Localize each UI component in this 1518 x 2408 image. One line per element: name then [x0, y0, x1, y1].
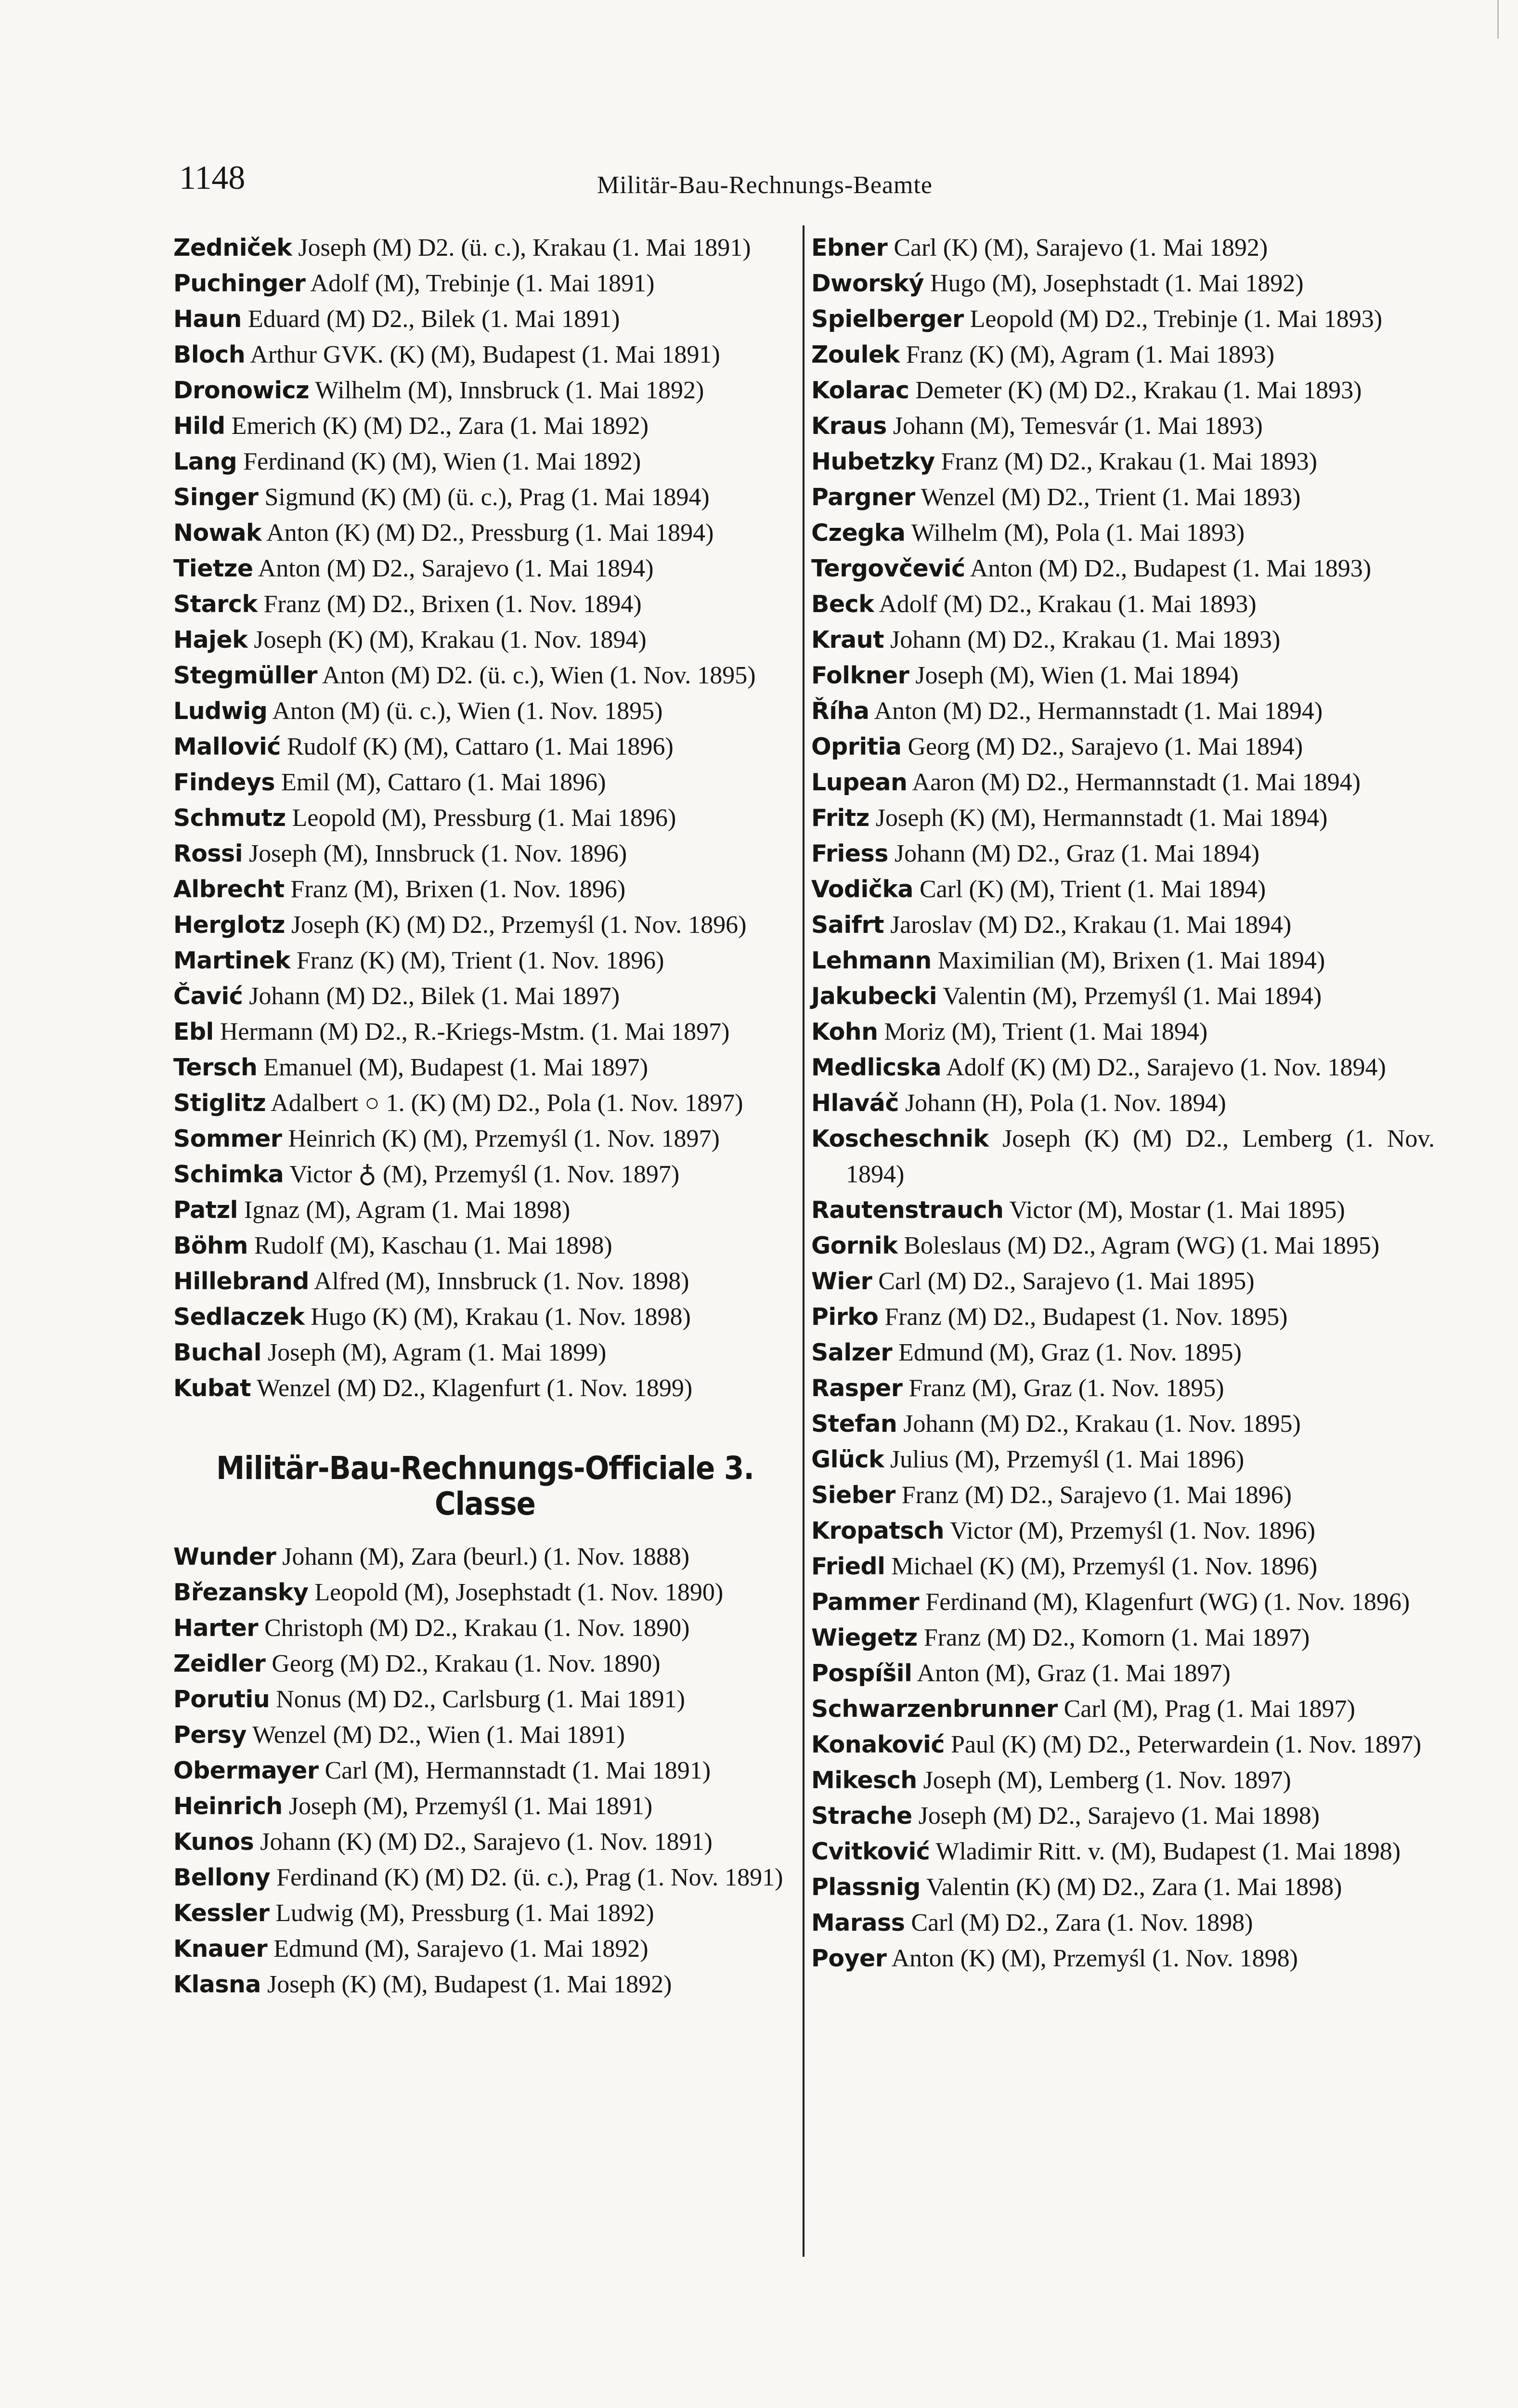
entry-surname: Kraut [811, 626, 884, 654]
entry-details: Hugo (K) (M), Krakau (1. Nov. 1898) [311, 1303, 691, 1331]
list-item [173, 729, 797, 765]
entry-details: Ludwig (M), Pressburg (1. Mai 1892) [275, 1899, 654, 1927]
list-item [173, 800, 797, 836]
list-item [173, 1157, 797, 1192]
entry-surname: Wiegetz [811, 1624, 918, 1651]
list-item [811, 1905, 1435, 1941]
entry-details: Carl (K) (M), Trient (1. Mai 1894) [919, 876, 1266, 903]
list-item [811, 266, 1435, 301]
list-item [173, 1682, 797, 1717]
list-item [811, 301, 1435, 337]
entry-surname: Stiglitz [173, 1089, 266, 1117]
entry-surname: Březansky [173, 1579, 309, 1606]
entry-surname: Kessler [173, 1899, 270, 1927]
entry-details: Joseph (M), Agram (1. Mai 1899) [268, 1339, 607, 1366]
entry-surname: Kropatsch [811, 1517, 944, 1544]
entry-details: Leopold (M) D2., Trebinje (1. Mai 1893) [970, 305, 1383, 333]
entry-surname: Saifrt [811, 911, 884, 939]
entry-surname: Czegka [811, 519, 906, 547]
entry-details: Franz (M) D2., Krakau (1. Mai 1893) [941, 448, 1317, 475]
entry-details: Anton (M) D2., Sarajevo (1. Mai 1894) [258, 555, 654, 582]
entry-details: Valentin (K) (M) D2., Zara (1. Mai 1898) [926, 1873, 1342, 1901]
entry-surname: Medlicska [811, 1054, 942, 1081]
list-item [173, 1299, 797, 1335]
entry-details: Julius (M), Przemyśl (1. Mai 1896) [890, 1446, 1245, 1473]
page-number: 1148 [179, 159, 246, 196]
entry-surname: Zeidler [173, 1650, 266, 1677]
left-column [173, 230, 797, 2002]
list-item [173, 1539, 797, 1575]
list-item [811, 515, 1435, 551]
entry-surname: Rautenstrauch [811, 1196, 1004, 1224]
running-header: Militär-Bau-Rechnungs-Beamte [597, 171, 933, 199]
entry-surname: Fritz [811, 804, 869, 832]
entry-surname: Koscheschnik [811, 1125, 989, 1152]
entry-details: Joseph (M), Lemberg (1. Nov. 1897) [923, 1767, 1291, 1794]
entry-details: Rudolf (M), Kaschau (1. Mai 1898) [254, 1232, 612, 1259]
list-item [173, 1371, 797, 1406]
entry-details: Hugo (M), Josephstadt (1. Mai 1892) [930, 270, 1304, 297]
list-item [811, 1478, 1435, 1513]
entry-surname: Folkner [811, 662, 909, 689]
entry-details: Georg (M) D2., Sarajevo (1. Mai 1894) [908, 733, 1303, 760]
entry-details: Eduard (M) D2., Bilek (1. Mai 1891) [247, 305, 620, 333]
list-item [173, 1228, 797, 1264]
list-item [811, 1620, 1435, 1656]
entry-surname: Dronowicz [173, 377, 310, 404]
entry-details: Carl (M), Hermannstadt (1. Mai 1891) [324, 1757, 711, 1784]
entry-surname: Hillebrand [173, 1268, 309, 1295]
list-item [811, 1834, 1435, 1870]
entry-details: Franz (M) D2., Budapest (1. Nov. 1895) [884, 1303, 1288, 1331]
list-item [811, 444, 1435, 480]
entry-surname: Říha [811, 697, 869, 725]
entry-surname: Herglotz [173, 911, 285, 939]
entry-details: Joseph (M), Wien (1. Mai 1894) [915, 662, 1239, 689]
entry-surname: Klasna [173, 1971, 261, 1998]
entry-details: Ignaz (M), Agram (1. Mai 1898) [244, 1196, 571, 1224]
entry-details: Edmund (M), Sarajevo (1. Mai 1892) [273, 1935, 649, 1963]
list-item [173, 1610, 797, 1646]
entry-surname: Pirko [811, 1303, 879, 1331]
right-column [811, 230, 1435, 1976]
entry-surname: Persy [173, 1721, 247, 1749]
entry-surname: Dworský [811, 270, 924, 297]
entry-surname: Poyer [811, 1945, 887, 1972]
entry-surname: Ebl [173, 1018, 214, 1046]
entry-surname: Opritia [811, 733, 902, 760]
entry-surname: Kubat [173, 1374, 251, 1402]
entry-details: Rudolf (K) (M), Cattaro (1. Mai 1896) [286, 733, 674, 760]
list-item [173, 907, 797, 943]
list-item [173, 872, 797, 907]
entry-surname: Singer [173, 484, 259, 511]
entry-surname: Mallović [173, 733, 281, 760]
entry-surname: Marass [811, 1909, 905, 1937]
entry-surname: Pargner [811, 484, 915, 511]
list-item [173, 622, 797, 658]
entry-surname: Kohn [811, 1018, 878, 1046]
entry-surname: Spielberger [811, 305, 964, 333]
list-item [811, 337, 1435, 373]
entry-surname: Kolarac [811, 377, 909, 404]
entry-details: Hermann (M) D2., R.-Kriegs-Mstm. (1. Mai 1897) [220, 1018, 730, 1046]
entry-surname: Friess [811, 840, 888, 867]
entry-details: Wilhelm (M), Pola (1. Mai 1893) [911, 519, 1245, 547]
list-item [173, 408, 797, 444]
entry-details: Maximilian (M), Brixen (1. Mai 1894) [937, 947, 1325, 974]
entries-list-b [173, 1539, 797, 2002]
entry-surname: Knauer [173, 1935, 268, 1963]
list-item [173, 230, 797, 266]
list-item [173, 515, 797, 551]
list-item [173, 1192, 797, 1228]
list-item [173, 1121, 797, 1157]
entry-surname: Stegmüller [173, 662, 317, 689]
entry-details: Joseph (K) (M), Hermannstadt (1. Mai 1894) [875, 804, 1328, 832]
page-edge-mark [1497, 0, 1499, 39]
entry-details: Franz (M), Graz (1. Nov. 1895) [908, 1374, 1224, 1402]
entry-details: Johann (M) D2., Bilek (1. Mai 1897) [249, 982, 620, 1010]
list-item [173, 1014, 797, 1050]
entry-surname: Mikesch [811, 1767, 917, 1794]
entry-details: Franz (M) D2., Sarajevo (1. Mai 1896) [901, 1481, 1292, 1509]
entry-surname: Heinrich [173, 1793, 283, 1820]
entry-details: Jaroslav (M) D2., Krakau (1. Mai 1894) [890, 911, 1292, 939]
entry-surname: Pospíšil [811, 1660, 912, 1687]
entries-list-right [811, 230, 1435, 1976]
list-item [173, 1860, 797, 1896]
entry-surname: Friedl [811, 1553, 885, 1580]
entry-details: Franz (M) D2., Brixen (1. Nov. 1894) [263, 590, 642, 618]
entry-details: Emerich (K) (M) D2., Zara (1. Mai 1892) [231, 412, 649, 440]
entry-details: Michael (K) (M), Przemyśl (1. Nov. 1896) [891, 1553, 1318, 1580]
entry-details: Anton (M) (ü. c.), Wien (1. Nov. 1895) [272, 697, 663, 725]
entry-details: Johann (M), Temesvár (1. Mai 1893) [893, 412, 1263, 440]
list-item [173, 1789, 797, 1824]
entry-surname: Harter [173, 1614, 259, 1642]
list-item [173, 1967, 797, 2002]
list-item [811, 373, 1435, 408]
entry-surname: Ebner [811, 234, 888, 262]
list-item [173, 551, 797, 587]
entry-details: Anton (M) D2. (ü. c.), Wien (1. Nov. 1895) [322, 662, 756, 689]
entry-surname: Tersch [173, 1054, 258, 1081]
list-item [811, 1870, 1435, 1905]
list-item [811, 1691, 1435, 1727]
entry-details: Sigmund (K) (M) (ü. c.), Prag (1. Mai 1894) [264, 484, 710, 511]
list-item [811, 1192, 1435, 1228]
entry-surname: Wier [811, 1268, 872, 1295]
list-item [811, 1264, 1435, 1299]
entry-details: Boleslaus (M) D2., Agram (WG) (1. Mai 1895) [904, 1232, 1380, 1259]
entry-details: Joseph (K) (M), Krakau (1. Nov. 1894) [254, 626, 647, 654]
entry-surname: Obermayer [173, 1757, 319, 1784]
entry-surname: Jakubecki [811, 982, 937, 1010]
list-item [811, 1584, 1435, 1620]
entry-surname: Hlaváč [811, 1089, 899, 1117]
entry-surname: Tergovčević [811, 555, 965, 582]
list-item [173, 1050, 797, 1086]
entry-details: Anton (M) D2., Hermannstadt (1. Mai 1894) [874, 697, 1323, 725]
list-item [811, 658, 1435, 694]
entry-details: Carl (M) D2., Sarajevo (1. Mai 1895) [878, 1268, 1255, 1295]
entry-surname: Beck [811, 590, 874, 618]
entry-surname: Albrecht [173, 876, 285, 903]
entry-surname: Rasper [811, 1374, 903, 1402]
entry-details: Leopold (M), Pressburg (1. Mai 1896) [292, 804, 676, 832]
entry-details: Johann (M) D2., Krakau (1. Mai 1893) [890, 626, 1281, 654]
entry-details: Moriz (M), Trient (1. Mai 1894) [884, 1018, 1208, 1046]
list-item [173, 1896, 797, 1931]
list-item [173, 694, 797, 729]
list-item [811, 872, 1435, 907]
entry-surname: Zedniček [173, 234, 292, 262]
list-item [173, 444, 797, 480]
list-item [173, 943, 797, 979]
list-item [811, 1549, 1435, 1584]
list-item [811, 1299, 1435, 1335]
entry-details: Joseph (K) (M), Budapest (1. Mai 1892) [267, 1971, 672, 1998]
entry-details: Ferdinand (K) (M) D2. (ü. c.), Prag (1. Nov. 1891) [276, 1864, 783, 1891]
entry-details: Franz (K) (M), Agram (1. Mai 1893) [906, 341, 1275, 368]
list-item [173, 587, 797, 622]
list-item [173, 337, 797, 373]
list-item [811, 230, 1435, 266]
entry-details: Victor ♁ (M), Przemyśl (1. Nov. 1897) [289, 1161, 680, 1188]
entry-surname: Buchal [173, 1339, 262, 1366]
list-item [811, 694, 1435, 729]
entry-surname: Vodička [811, 876, 913, 903]
entry-details: Demeter (K) (M) D2., Krakau (1. Mai 1893) [915, 377, 1362, 404]
entry-details: Adalbert ○ 1. (K) (M) D2., Pola (1. Nov. 1897) [271, 1089, 743, 1117]
entry-surname: Lupean [811, 769, 908, 796]
list-item [811, 1335, 1435, 1371]
entry-details: Alfred (M), Innsbruck (1. Nov. 1898) [314, 1268, 689, 1295]
entry-details: Anton (M) D2., Budapest (1. Mai 1893) [970, 555, 1372, 582]
entry-surname: Strache [811, 1802, 912, 1830]
list-item [811, 1014, 1435, 1050]
list-item [811, 480, 1435, 515]
list-item [811, 1727, 1435, 1763]
entry-surname: Hild [173, 412, 225, 440]
entry-details: Paul (K) (M) D2., Peterwardein (1. Nov. 1897) [950, 1731, 1422, 1758]
list-item [811, 1763, 1435, 1798]
entry-surname: Ludwig [173, 697, 268, 725]
entry-details: Wenzel (M) D2., Wien (1. Mai 1891) [252, 1721, 625, 1749]
entry-surname: Konaković [811, 1731, 945, 1758]
entry-surname: Bellony [173, 1864, 271, 1891]
entry-surname: Starck [173, 590, 258, 618]
list-item [173, 1753, 797, 1789]
entry-surname: Schmutz [173, 804, 286, 832]
entry-surname: Hajek [173, 626, 248, 654]
entry-details: Franz (M) D2., Komorn (1. Mai 1897) [923, 1624, 1310, 1651]
entry-details: Emanuel (M), Budapest (1. Mai 1897) [263, 1054, 649, 1081]
list-item [173, 658, 797, 694]
list-item [811, 587, 1435, 622]
entry-surname: Findeys [173, 769, 275, 796]
list-item [173, 373, 797, 408]
entry-surname: Porutiu [173, 1686, 270, 1713]
entry-surname: Patzl [173, 1196, 238, 1224]
entry-surname: Kraus [811, 412, 887, 440]
entry-details: Joseph (M) D2. (ü. c.), Krakau (1. Mai 1891) [298, 234, 751, 262]
entries-list-a [173, 230, 797, 1406]
list-item [173, 1646, 797, 1682]
entry-details: Anton (K) (M) D2., Pressburg (1. Mai 1894) [266, 519, 714, 547]
entry-details: Wenzel (M) D2., Trient (1. Mai 1893) [921, 484, 1301, 511]
list-item [173, 480, 797, 515]
entry-details: Joseph (K) (M) D2., Przemyśl (1. Nov. 1896) [291, 911, 747, 939]
entry-surname: Hubetzky [811, 448, 935, 475]
entry-details: Adolf (M) D2., Krakau (1. Mai 1893) [879, 590, 1257, 618]
entry-details: Valentin (M), Przemyśl (1. Mai 1894) [943, 982, 1322, 1010]
entry-surname: Schwarzenbrunner [811, 1695, 1058, 1723]
list-item [811, 800, 1435, 836]
list-item [811, 1406, 1435, 1442]
entry-surname: Rossi [173, 840, 243, 867]
entry-details: Carl (K) (M), Sarajevo (1. Mai 1892) [894, 234, 1268, 262]
entry-details: Arthur GVK. (K) (M), Budapest (1. Mai 1891) [250, 341, 720, 368]
entry-surname: Sedlaczek [173, 1303, 305, 1331]
entry-surname: Sommer [173, 1125, 282, 1152]
list-item [811, 943, 1435, 979]
entry-surname: Haun [173, 305, 242, 333]
list-item [173, 1575, 797, 1610]
entry-surname: Sieber [811, 1481, 895, 1509]
entry-surname: Salzer [811, 1339, 893, 1366]
entry-surname: Lang [173, 448, 237, 475]
list-item [811, 765, 1435, 800]
list-item [173, 765, 797, 800]
entry-details: Anton (M), Graz (1. Mai 1897) [917, 1660, 1231, 1687]
entry-surname: Lehmann [811, 947, 932, 974]
entry-details: Wladimir Ritt. v. (M), Budapest (1. Mai 1898) [935, 1838, 1401, 1865]
entry-surname: Zoulek [811, 341, 900, 368]
list-item [811, 836, 1435, 872]
list-item [811, 979, 1435, 1014]
entry-details: Wenzel (M) D2., Klagenfurt (1. Nov. 1899) [257, 1374, 693, 1402]
entry-surname: Stefan [811, 1410, 897, 1438]
entry-surname: Nowak [173, 519, 262, 547]
entry-details: Adolf (K) (M) D2., Sarajevo (1. Nov. 1894) [946, 1054, 1386, 1081]
entry-details: Johann (H), Pola (1. Nov. 1894) [905, 1089, 1226, 1117]
entry-surname: Čavić [173, 982, 243, 1010]
entry-details: Victor (M), Mostar (1. Mai 1895) [1009, 1196, 1345, 1224]
list-item [811, 1371, 1435, 1406]
list-item [811, 1513, 1435, 1549]
entry-details: Franz (K) (M), Trient (1. Nov. 1896) [296, 947, 664, 974]
entry-surname: Gornik [811, 1232, 898, 1259]
entry-details: Ferdinand (K) (M), Wien (1. Mai 1892) [243, 448, 641, 475]
entry-surname: Glück [811, 1446, 884, 1473]
entry-details: Edmund (M), Graz (1. Nov. 1895) [898, 1339, 1242, 1366]
entry-details: Johann (M) D2., Graz (1. Mai 1894) [894, 840, 1260, 867]
entry-details: Johann (M), Zara (beurl.) (1. Nov. 1888) [282, 1543, 690, 1570]
entry-details: Franz (M), Brixen (1. Nov. 1896) [290, 876, 626, 903]
entry-details: Joseph (M) D2., Sarajevo (1. Mai 1898) [918, 1802, 1320, 1830]
list-item [811, 907, 1435, 943]
list-item [811, 408, 1435, 444]
entry-details: Heinrich (K) (M), Przemyśl (1. Nov. 1897) [288, 1125, 720, 1152]
entry-details: Leopold (M), Josephstadt (1. Nov. 1890) [314, 1579, 724, 1606]
entry-surname: Pammer [811, 1588, 920, 1616]
list-item [811, 729, 1435, 765]
list-item [811, 1050, 1435, 1086]
list-item [173, 1335, 797, 1371]
entry-surname: Plassnig [811, 1873, 921, 1901]
entry-details: Georg (M) D2., Krakau (1. Nov. 1890) [272, 1650, 661, 1677]
list-item [811, 622, 1435, 658]
list-item [811, 1442, 1435, 1478]
list-item [811, 551, 1435, 587]
entry-details: Joseph (M), Przemyśl (1. Mai 1891) [288, 1793, 653, 1820]
entry-details: Joseph (K) (M) D2., Lemberg (1. Nov. 1894) [846, 1125, 1435, 1188]
entry-details: Victor (M), Przemyśl (1. Nov. 1896) [950, 1517, 1315, 1544]
entry-surname: Wunder [173, 1543, 276, 1570]
entry-details: Anton (K) (M), Przemyśl (1. Nov. 1898) [891, 1945, 1298, 1972]
list-item [173, 1931, 797, 1967]
list-item [173, 1086, 797, 1121]
list-item [811, 1121, 1435, 1192]
list-item [173, 979, 797, 1014]
entry-surname: Tietze [173, 555, 253, 582]
entry-surname: Puchinger [173, 270, 306, 297]
entry-surname: Martinek [173, 947, 290, 974]
entry-details: Johann (K) (M) D2., Sarajevo (1. Nov. 1891) [260, 1828, 713, 1856]
entry-details: Carl (M) D2., Zara (1. Nov. 1898) [911, 1909, 1253, 1937]
list-item [173, 266, 797, 301]
list-item [173, 836, 797, 872]
list-item [811, 1798, 1435, 1834]
list-item [811, 1086, 1435, 1121]
entry-details: Aaron (M) D2., Hermannstadt (1. Mai 1894) [912, 769, 1361, 796]
entry-surname: Schimka [173, 1161, 284, 1188]
list-item [173, 301, 797, 337]
entry-surname: Kunos [173, 1828, 254, 1856]
entry-details: Emil (M), Cattaro (1. Mai 1896) [281, 769, 606, 796]
list-item [173, 1264, 797, 1299]
entry-details: Ferdinand (M), Klagenfurt (WG) (1. Nov. 1896) [925, 1588, 1410, 1616]
entry-details: Adolf (M), Trebinje (1. Mai 1891) [310, 270, 655, 297]
list-item [811, 1656, 1435, 1691]
entry-details: Christoph (M) D2., Krakau (1. Nov. 1890) [264, 1614, 690, 1642]
list-item [811, 1941, 1435, 1976]
list-item [173, 1717, 797, 1753]
list-item [173, 1824, 797, 1860]
column-divider [803, 225, 804, 2257]
entry-details: Johann (M) D2., Krakau (1. Nov. 1895) [903, 1410, 1301, 1438]
entry-details: Joseph (M), Innsbruck (1. Nov. 1896) [249, 840, 627, 867]
entry-surname: Böhm [173, 1232, 248, 1259]
entry-surname: Cvitković [811, 1838, 930, 1865]
section-title: Militär-Bau-Rechnungs-Officiale 3. Classe [216, 1450, 754, 1522]
entry-surname: Bloch [173, 341, 246, 368]
list-item [811, 1228, 1435, 1264]
entry-details: Wilhelm (M), Innsbruck (1. Mai 1892) [315, 377, 704, 404]
entry-details: Carl (M), Prag (1. Mai 1897) [1064, 1695, 1355, 1723]
entry-details: Nonus (M) D2., Carlsburg (1. Mai 1891) [276, 1686, 685, 1713]
